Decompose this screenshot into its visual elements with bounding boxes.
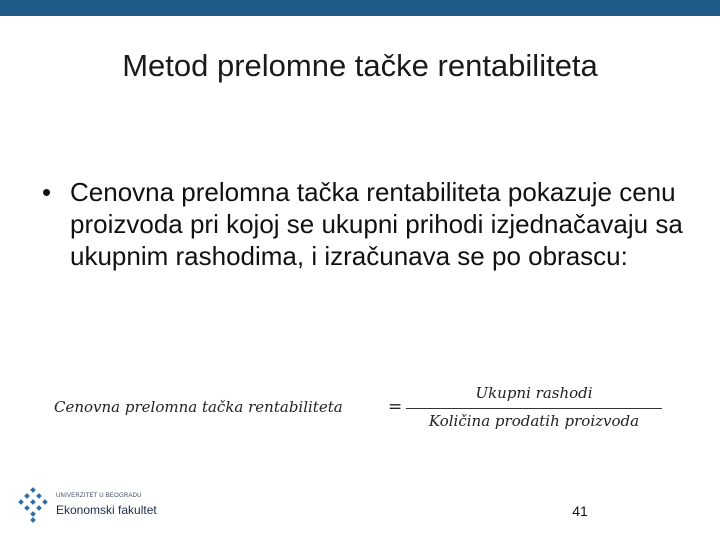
bullet-item xyxy=(42,176,692,272)
slide-title: Metod prelomne tačke rentabiliteta xyxy=(122,48,598,83)
logo-mark-icon xyxy=(16,487,50,523)
fraction-bar xyxy=(406,408,662,409)
logo-faculty-text: Ekonomski fakultet xyxy=(56,503,157,517)
logo-university-text: UNIVERZITET U BEOGRADU xyxy=(56,493,142,499)
formula-fraction xyxy=(406,384,662,432)
bullet-icon: • xyxy=(42,177,52,207)
formula-numerator: Ukupni rashodi xyxy=(475,384,593,402)
faculty-logo xyxy=(16,487,216,523)
formula-equals-sign: = xyxy=(388,397,403,417)
formula-lhs: Cenovna prelomna tačka rentabiliteta xyxy=(54,398,343,416)
formula-denominator: Količina prodatih proizvoda xyxy=(428,412,640,430)
bullet-text: Cenovna prelomna tačka rentabiliteta pokazuje cenu proizvoda pri kojoj se ukupni prihodi izjednačavaju sa ukupnim rashodima, i izračunava se po obrascu: xyxy=(70,177,683,271)
page-number: 41 xyxy=(572,503,588,519)
top-accent-bar xyxy=(0,0,720,16)
